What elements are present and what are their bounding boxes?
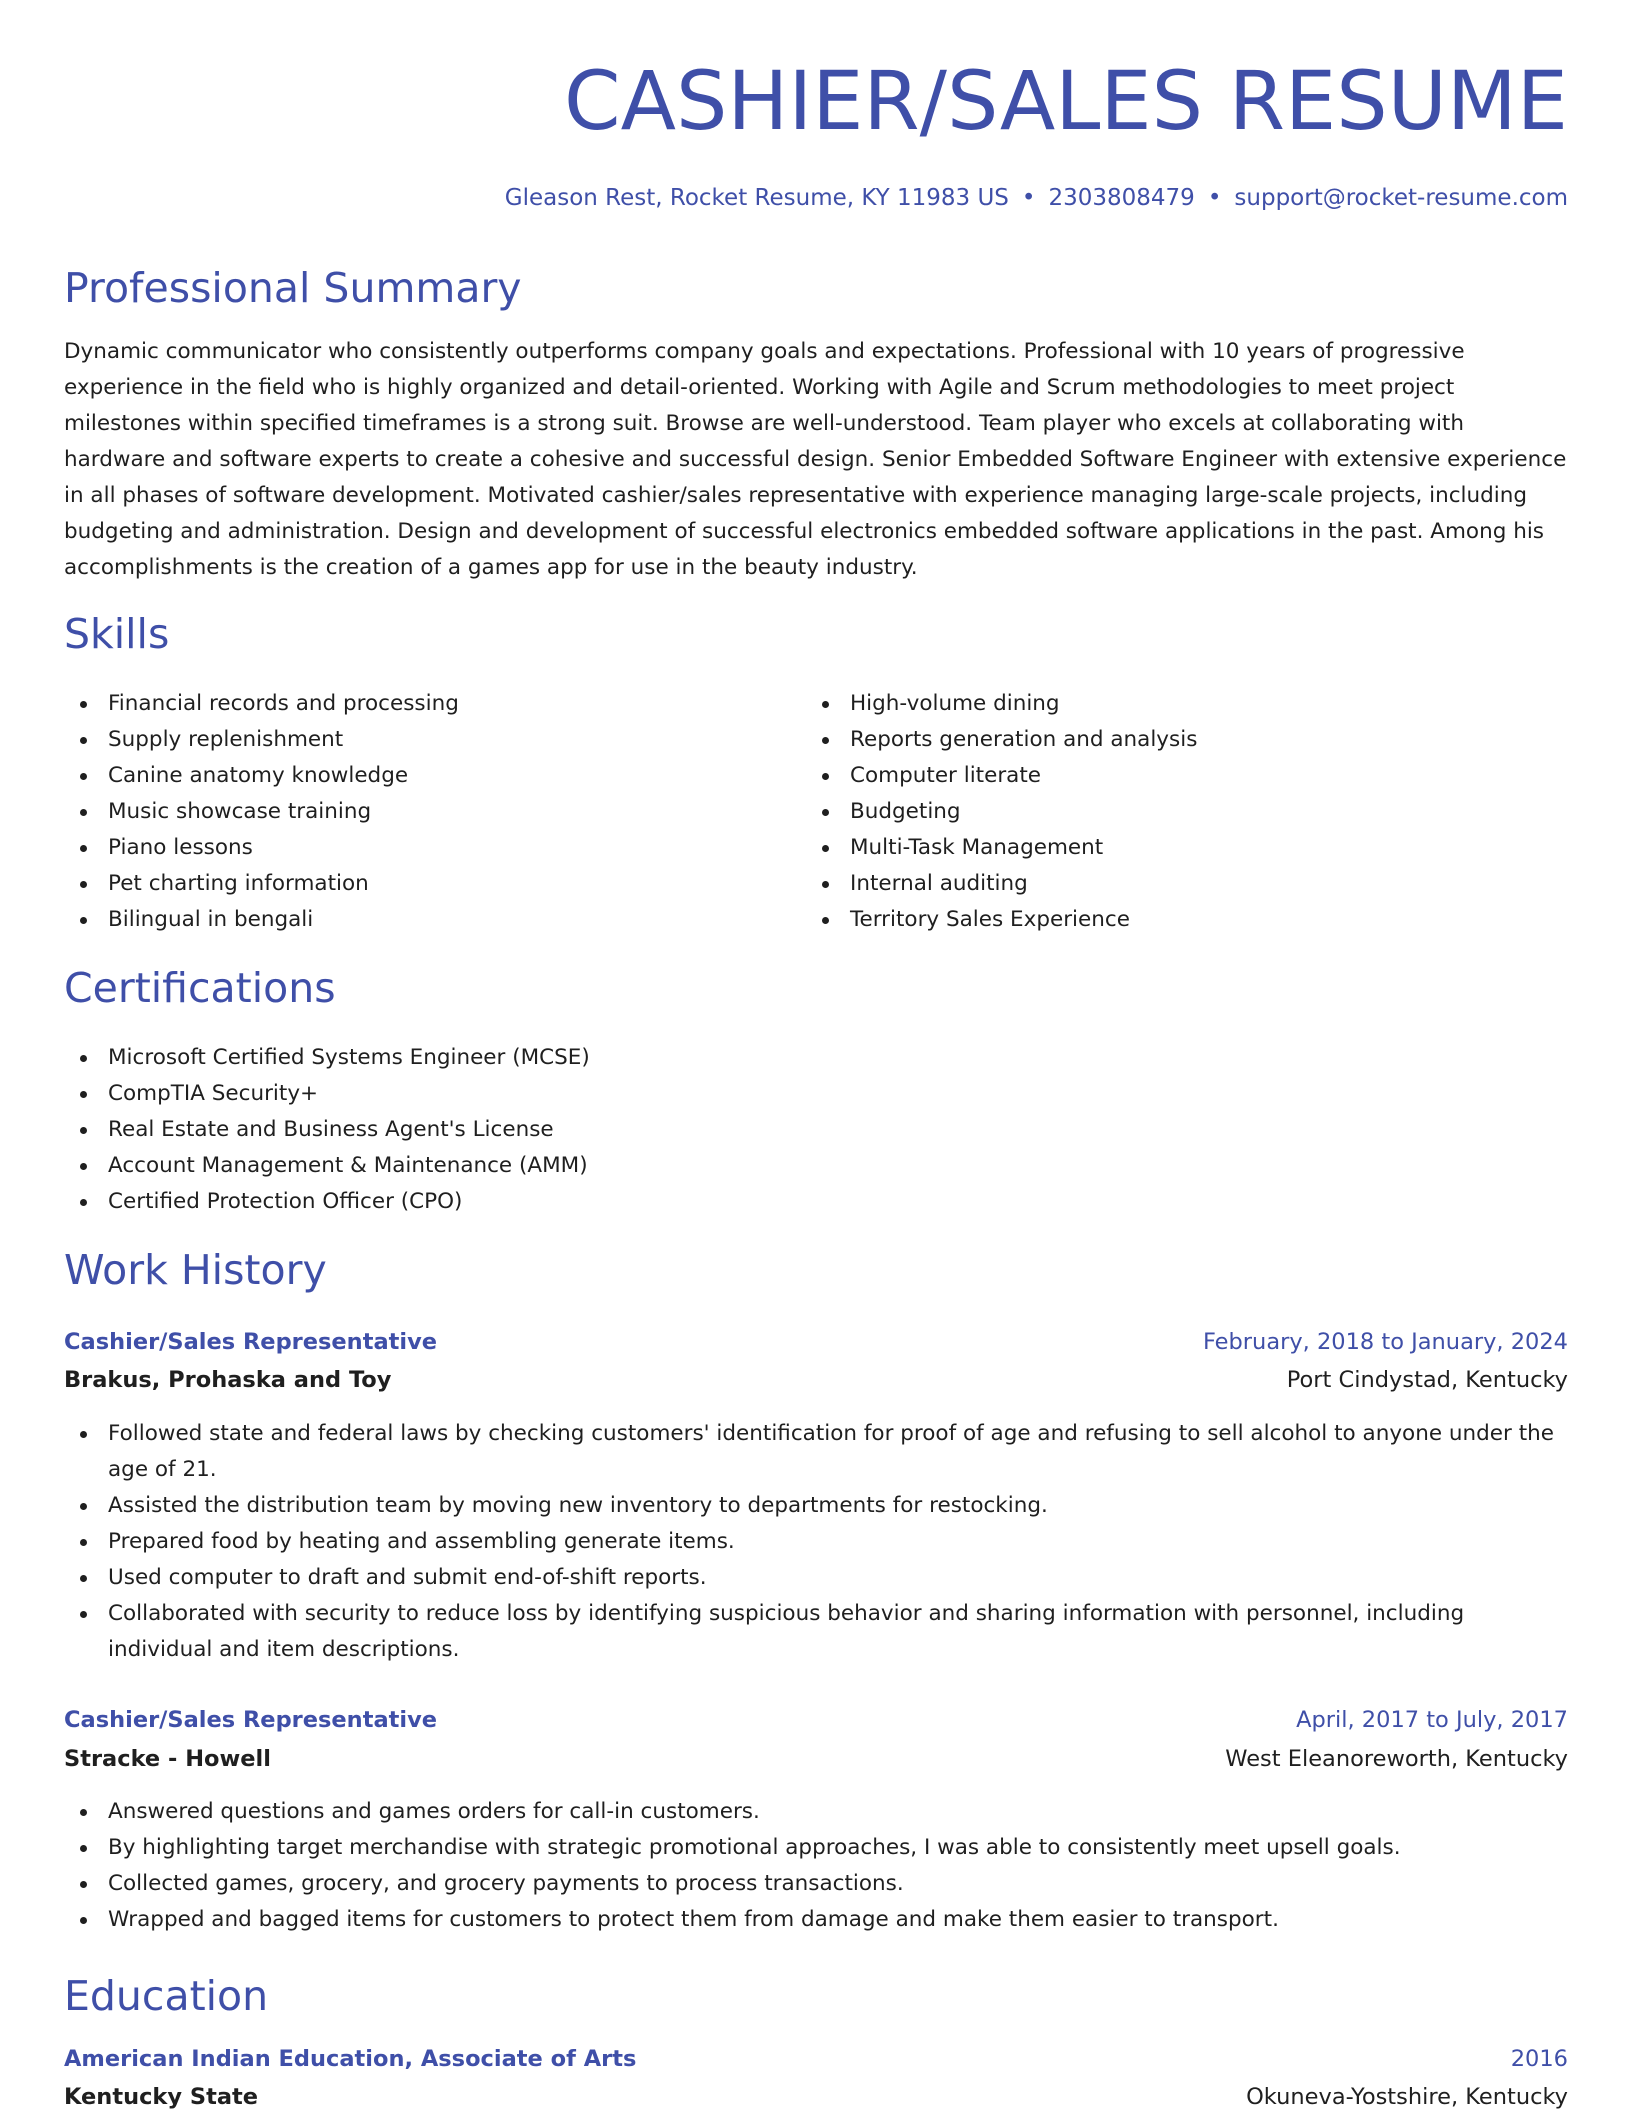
skill-item: Budgeting bbox=[806, 794, 1546, 830]
certification-item: Microsoft Certified Systems Engineer (MCSE) bbox=[64, 1040, 1568, 1076]
education-school: Kentucky State bbox=[64, 2084, 259, 2110]
contact-address: Gleason Rest, Rocket Resume, KY 11983 US bbox=[504, 185, 1009, 211]
skill-item: Reports generation and analysis bbox=[806, 722, 1546, 758]
job-duties bbox=[64, 1416, 1568, 1668]
job-dates: April, 2017 to July, 2017 bbox=[1296, 1707, 1568, 1733]
contact-email: support@rocket-resume.com bbox=[1234, 185, 1568, 211]
job-company-row bbox=[64, 1740, 1568, 1778]
skills-list-right bbox=[806, 686, 1546, 938]
job-duty-item: Used computer to draft and submit end-of-shift reports. bbox=[64, 1560, 1568, 1596]
certification-item: Real Estate and Business Agent's License bbox=[64, 1112, 1568, 1148]
skill-item: Canine anatomy knowledge bbox=[64, 758, 804, 794]
job-duty-item: Wrapped and bagged items for customers to protect them from damage and make them easier to transport. bbox=[64, 1902, 1568, 1938]
section-title-work-history: Work History bbox=[64, 1246, 327, 1294]
skill-item: High-volume dining bbox=[806, 686, 1546, 722]
job-company-row bbox=[64, 1361, 1568, 1399]
job-company: Stracke - Howell bbox=[64, 1746, 271, 1772]
job-header-row bbox=[64, 1323, 1568, 1361]
skills-column-right bbox=[806, 686, 1546, 938]
job-duty-item: Collaborated with security to reduce loss by identifying suspicious behavior and sharing information with personnel, including individual and item descriptions. bbox=[64, 1596, 1568, 1668]
certification-item: Certified Protection Officer (CPO) bbox=[64, 1184, 1568, 1220]
skills-list-left bbox=[64, 686, 804, 938]
job-duties bbox=[64, 1794, 1568, 1938]
skill-item: Music showcase training bbox=[64, 794, 804, 830]
certifications-list bbox=[64, 1040, 1568, 1220]
skill-item: Bilingual in bengali bbox=[64, 902, 804, 938]
skill-item: Piano lessons bbox=[64, 830, 804, 866]
job-duty-item: Answered questions and games orders for call-in customers. bbox=[64, 1794, 1568, 1830]
education-degree: American Indian Education, Associate of Arts bbox=[64, 2046, 637, 2072]
skill-item: Pet charting information bbox=[64, 866, 804, 902]
skill-item: Financial records and processing bbox=[64, 686, 804, 722]
job-dates: February, 2018 to January, 2024 bbox=[1202, 1329, 1568, 1355]
job-title: Cashier/Sales Representative bbox=[64, 1329, 438, 1355]
job-duty-item: Prepared food by heating and assembling generate items. bbox=[64, 1524, 1568, 1560]
contact-phone: 2303808479 bbox=[1048, 185, 1195, 211]
skills-column-left bbox=[64, 686, 804, 938]
education-header-row bbox=[64, 2040, 1568, 2078]
job-header-row bbox=[64, 1701, 1568, 1739]
section-title-certifications: Certifications bbox=[64, 964, 336, 1012]
job-duties-list bbox=[64, 1794, 1568, 1938]
job-duties-list bbox=[64, 1416, 1568, 1668]
job-location: West Eleanoreworth, Kentucky bbox=[1225, 1746, 1568, 1772]
job-title: Cashier/Sales Representative bbox=[64, 1707, 438, 1733]
job-duty-item: Assisted the distribution team by moving new inventory to departments for restocking. bbox=[64, 1488, 1568, 1524]
skill-item: Territory Sales Experience bbox=[806, 902, 1546, 938]
resume-title: CASHIER/SALES RESUME bbox=[564, 55, 1568, 149]
section-title-summary: Professional Summary bbox=[64, 264, 522, 312]
skill-item: Computer literate bbox=[806, 758, 1546, 794]
section-title-education: Education bbox=[64, 1972, 269, 2020]
skill-item: Supply replenishment bbox=[64, 722, 804, 758]
summary-text: Dynamic communicator who consistently outperforms company goals and expectations. Professional with 10 years of progressive experience in the field who is highly organized and detail-oriented. Working with Agile and Scrum methodologies to meet project milestones within specified timeframes is a strong suit. Browse are well-understood. Team player who excels at collaborating with hardware and software experts to create a cohesive and successful design. Senior Embedded Software Engineer with extensive experience in all phases of software development. Motivated cashier/sales representative with experience managing large-scale projects, including budgeting and administration. Design and development of successful electronics embedded software applications in the past. Among his accomplishments is the creation of a games app for use in the beauty industry. bbox=[64, 339, 1567, 580]
education-year: 2016 bbox=[1510, 2046, 1568, 2072]
certification-item: Account Management & Maintenance (AMM) bbox=[64, 1148, 1568, 1184]
contact-separator: • bbox=[1207, 185, 1222, 211]
job-duty-item: By highlighting target merchandise with strategic promotional approaches, I was able to consistently meet upsell goals. bbox=[64, 1830, 1568, 1866]
contact-separator: • bbox=[1021, 185, 1036, 211]
job-duty-item: Collected games, grocery, and grocery payments to process transactions. bbox=[64, 1866, 1568, 1902]
job-company: Brakus, Prohaska and Toy bbox=[64, 1367, 392, 1393]
job-location: Port Cindystad, Kentucky bbox=[1286, 1367, 1568, 1393]
job-duty-item: Followed state and federal laws by checking customers' identification for proof of age and refusing to sell alcohol to anyone under the age of 21. bbox=[64, 1416, 1568, 1488]
skill-item: Multi-Task Management bbox=[806, 830, 1546, 866]
education-school-row bbox=[64, 2078, 1568, 2112]
certification-item: CompTIA Security+ bbox=[64, 1076, 1568, 1112]
contact-line bbox=[505, 182, 1568, 214]
certifications-block bbox=[64, 1040, 1568, 1220]
skill-item: Internal auditing bbox=[806, 866, 1546, 902]
section-title-skills: Skills bbox=[64, 610, 170, 658]
education-location: Okuneva-Yostshire, Kentucky bbox=[1246, 2084, 1568, 2110]
